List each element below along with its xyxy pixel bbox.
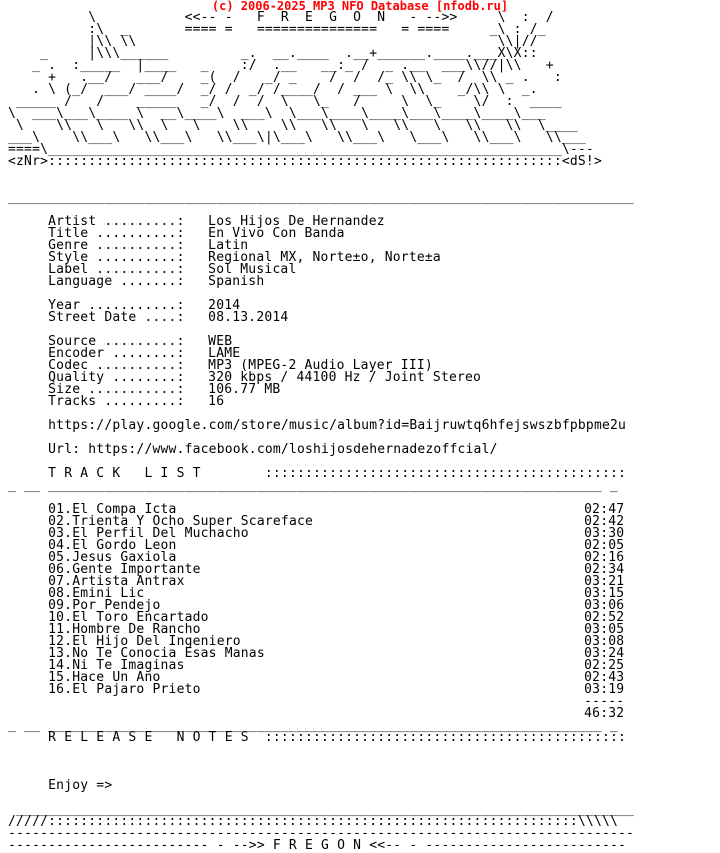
info-value: 106.77 MB (208, 382, 281, 397)
art-line: |\\ \\ \\|// (8, 34, 538, 49)
info-key: Label ..........: (48, 262, 185, 277)
track-title: 05.Jesus Gaxiola (48, 550, 177, 565)
art-line: . \ (_/ ___/ ____/ _/ / _/ /____/ / ___ \ \\ _/\\ \ _. (8, 82, 538, 97)
info-value: 16 (208, 394, 225, 409)
art-line: ====\________________________________________________________________\--- (8, 142, 594, 157)
art-line: + .__/ ___/ _( / _/ _ / / /_ \\ \_ / \\ _ . : (8, 70, 562, 85)
art-line: _ |\\\______ _. __.____ .__+______.____.___X\X:: (8, 46, 538, 61)
info-value: 08.13.2014 (208, 310, 289, 325)
track-time: 02:34 (584, 562, 625, 577)
track-title: 02.Trienta Y Ocho Super Scareface (48, 514, 314, 529)
info-key: Year ...........: (48, 298, 185, 313)
info-value: WEB (208, 334, 233, 349)
track-time: 02:42 (584, 514, 625, 529)
info-value: Spanish (208, 274, 265, 289)
info-key: Quality ........: (48, 370, 185, 385)
track-title: 11.Hombre De Rancho (48, 622, 201, 637)
separator: _ __ _____________________________________________________________________ _ (8, 718, 619, 733)
info-value: Sol Musical (208, 262, 297, 277)
track-time: 03:05 (584, 622, 625, 637)
track-title: 08.Emini Lic (48, 586, 145, 601)
track-time: 02:43 (584, 670, 625, 685)
track-time: 03:24 (584, 646, 625, 661)
info-value: LAME (208, 346, 241, 361)
track-title: 10.El Toro Encartado (48, 610, 209, 625)
ascii-art-logo (8, 12, 602, 168)
track-time: 03:21 (584, 574, 625, 589)
enjoy-text: Enjoy => (48, 778, 113, 793)
track-title: 04.El Gordo Leon (48, 538, 177, 553)
track-title: 01.El Compa Icta (48, 502, 177, 517)
total-rule: ----- (584, 694, 625, 709)
footer-signature: ------------------------- - -->> F R E G O N <<-- - ------------------------- (8, 838, 627, 853)
track-time: 03:08 (584, 634, 625, 649)
separator: _ __ _____________________________________________________________________ _ (8, 478, 619, 493)
track-title: 13.No Te Conocia Esas Manas (48, 646, 265, 661)
release-notes-heading: R E L E A S E N O T E S ::::::::::::::::::::::::::::::::::::::::::::: (48, 730, 627, 745)
total-time: 46:32 (584, 706, 625, 721)
info-key: Genre ..........: (48, 238, 185, 253)
art-line: _ . :_____ |____ _ :/ .__ __:_ / _ .__ ___\\//|\\ + (8, 58, 554, 73)
track-title: 06.Gente Importante (48, 562, 201, 577)
art-line: \ ___\___\____ \ __\____\ ___\ \___\____\____\___\____\____\___ (8, 106, 546, 121)
tracklist-heading: T R A C K L I S T ::::::::::::::::::::::::::::::::::::::::::::: (48, 466, 627, 481)
art-line: _____ / / _____ _/ / / \ \_ / \ \_ \/ : ____ (8, 94, 562, 109)
info-value: Latin (208, 238, 249, 253)
info-value: 320 kbps / 44100 Hz / Joint Stereo (208, 370, 482, 385)
art-line: ___\ \\___\ \\___\ \\___\|\___\ \\___\ \___\ \\___\ \\___ (8, 130, 586, 145)
track-time: 02:47 (584, 502, 625, 517)
info-key: Tracks .........: (48, 394, 185, 409)
track-title: 16.El Pajaro Prieto (48, 682, 201, 697)
track-title: 15.Hace Un Ano (48, 670, 161, 685)
info-value: MP3 (MPEG-2 Audio Layer III) (208, 358, 433, 373)
track-title: 03.El Perfil Del Muchacho (48, 526, 249, 541)
info-key: Title ..........: (48, 226, 185, 241)
info-key: Source .........: (48, 334, 185, 349)
track-time: 02:16 (584, 550, 625, 565)
track-time: 02:25 (584, 658, 625, 673)
info-key: Street Date ....: (48, 310, 185, 325)
track-title: 12.El Hijo Del Ingeniero (48, 634, 241, 649)
track-time: 03:19 (584, 682, 625, 697)
nfo-body (8, 192, 634, 852)
art-line: \ <<-- - F R E G O N - -->> \ : / (8, 10, 554, 25)
footer-dots: /////::::::::::::::::::::::::::::::::::::::::::::::::::::::::::::::::::\\\\\ (8, 814, 619, 829)
art-line: \ \\ \ \\ \ \ \\ \\ \\ \ \\ \ \\ \\ \____ (8, 118, 578, 133)
info-value: Los Hijos De Hernandez (208, 214, 385, 229)
info-value: En Vivo Con Banda (208, 226, 345, 241)
track-time: 02:05 (584, 538, 625, 553)
track-time: 03:30 (584, 526, 625, 541)
facebook-url[interactable]: Url: https://www.facebook.com/loshijosdehernadezoffcial/ (48, 442, 498, 457)
track-title: 14.Ni Te Imaginas (48, 658, 185, 673)
footer-line: ------------------------------------------------------------------------------ (8, 826, 635, 841)
footer-top: _____________________________________________________________________________ (8, 802, 635, 817)
info-key: Artist .........: (48, 214, 185, 229)
track-title: 07.Artista Antrax (48, 574, 185, 589)
store-url[interactable]: https://play.google.com/store/music/album?id=Baijruwtq6hfejswszbfpbpme2u (48, 418, 627, 433)
site-header: (c) 2006-2025 MP3 NFO Database [nfodb.ru] (211, 0, 509, 13)
info-value: 2014 (208, 298, 241, 313)
info-key: Encoder ........: (48, 346, 185, 361)
info-key: Codec ..........: (48, 358, 185, 373)
info-key: Size ...........: (48, 382, 185, 397)
info-key: Style ..........: (48, 250, 185, 265)
track-time: 02:52 (584, 610, 625, 625)
divider: ______________________________________________________________________________ (8, 190, 635, 205)
track-time: 03:15 (584, 586, 625, 601)
art-line: <zNr>::::::::::::::::::::::::::::::::::::::::::::::::::::::::::::::::<dS!> (8, 154, 602, 169)
info-value: Regional MX, Norte±o, Norte±a (208, 250, 441, 265)
track-title: 09.Por Pendejo (48, 598, 161, 613)
info-key: Language .......: (48, 274, 185, 289)
art-line: :\ _ ==== = =============== = ==== _\ : /_ (8, 22, 546, 37)
track-time: 03:06 (584, 598, 625, 613)
